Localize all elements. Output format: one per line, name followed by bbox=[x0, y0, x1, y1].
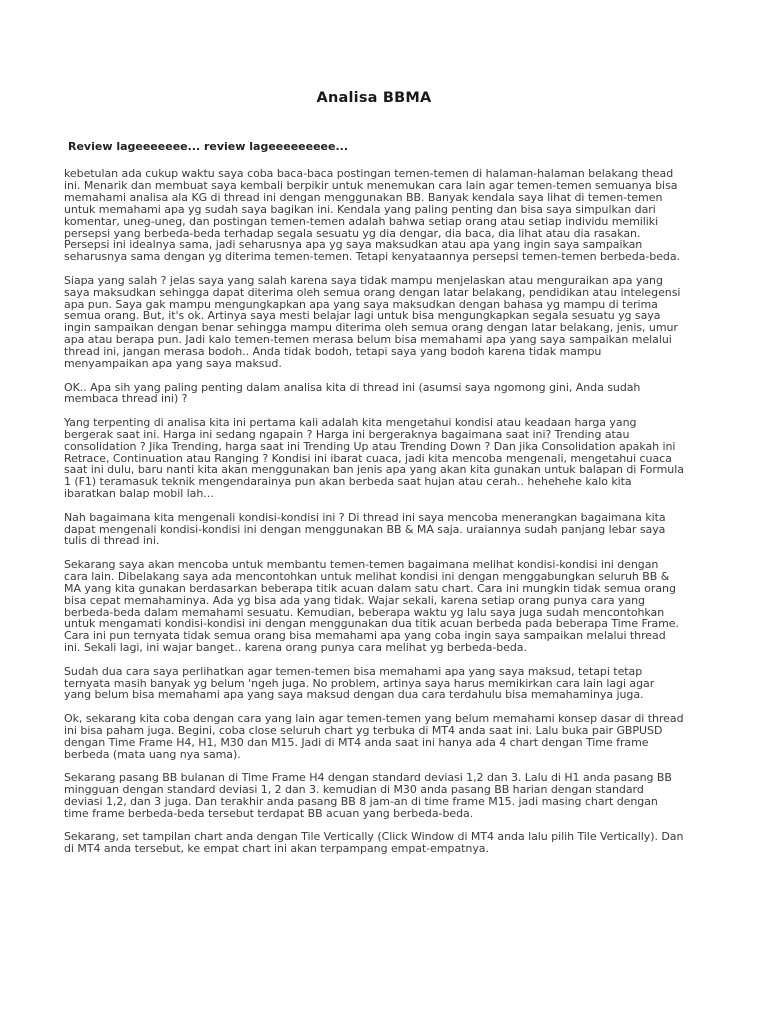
subtitle: Review lageeeeeee... review lageeeeeeeee... bbox=[68, 140, 349, 153]
paragraph: Sekarang, set tampilan chart anda dengan Tile Vertically (Click Window di MT4 anda lalu pilih Tile Vertically). Dan di MT4 anda tersebut, ke empat chart ini akan terpampang empat-empatnya. bbox=[64, 830, 684, 855]
paragraph: kebetulan ada cukup waktu saya coba baca-baca postingan temen-temen di halaman-halaman belakang thead ini. Menarik dan membuat saya kembali berpikir untuk menemukan cara lain agar temen-temen semuanya bisa memahami analisa ala KG di thread ini dengan menggunakan BB. Banyak kendala saya lihat di temen-temen untuk memahami apa yg sudah saya bagikan ini. Kendala yang paling penting dan bisa saya simpulkan dari komentar, uneg-uneg, dan postingan temen-temen adalah bahwa setiap orang atau setiap individu memiliki persepsi yang berbeda-beda terhadap segala sesuatu yg dia dengar, dia baca, dia lihat atau dia rasakan. Persepsi ini idealnya sama, jadi seharusnya apa yg saya maksudkan atau apa yang ingin saya sampaikan seharusnya sama dengan yg diterima temen-temen. Tetapi kenyataannya persepsi temen-temen berbeda-beda. bbox=[64, 167, 680, 264]
paragraph: Sudah dua cara saya perlihatkan agar temen-temen bisa memahami apa yang saya maksud, tetapi tetap ternyata masih banyak yg belum 'ngeh juga. No problem, artinya saya harus memikirkan cara lain lagi agar yang belum bisa memahami apa yang saya maksud dengan dua cara terdahulu bisa memahaminya juga. bbox=[64, 664, 655, 702]
paragraph: Sekarang saya akan mencoba untuk membantu temen-temen bagaimana melihat kondisi-kondisi ini dengan cara lain. Dibelakang saya ada mencontohkan untuk melihat kondisi ini dengan menggabungkan seluruh BB & MA yang kita gunakan berdasarkan beberapa titik acuan dalam satu chart. Cara ini mungkin tidak semua orang bisa cepat memahaminya. Ada yg bisa ada yang tidak. Wajar sekali, karena setiap orang punya cara yang berbeda-beda dalam memahami sesuatu. Kemudian, beberapa waktu yg lalu saya juga sudah mencontohkan untuk mengamati kondisi-kondisi ini dengan menggunakan dua titik acuan berbeda pada beberapa Time Frame. Cara ini pun ternyata tidak semua orang bisa memahami apa yang coba ingin saya sampaikan melalui thread ini. Sekali lagi, ini wajar banget.. karena orang punya cara melihat yg berbeda-beda. bbox=[64, 557, 679, 655]
paragraph: Sekarang pasang BB bulanan di Time Frame H4 dengan standard deviasi 1,2 dan 3. Lalu di H1 anda pasang BB mingguan dengan standard deviasi 1, 2 dan 3. kemudian di M30 anda pasang BB harian dengan standard deviasi 1,2, dan 3 juga. Dan terakhir anda pasang BB 8 jam-an di time frame M15. jadi masing chart dengan time frame berbeda-beda tersebut terdapat BB acuan yang berbeda-beda. bbox=[64, 770, 672, 820]
paragraph: OK.. Apa sih yang paling penting dalam analisa kita di thread ini (asumsi saya ngomong gini, Anda sudah membaca thread ini) ? bbox=[64, 380, 641, 406]
paragraph: Yang terpenting di analisa kita ini pertama kali adalah kita mengetahui kondisi atau keadaan harga yang bergerak saat ini. Harga ini sedang ngapain ? Harga ini bergeraknya bagaimana saat ini? Trending atau consolidation ? Jika Trending, harga saat ini Trending Up atau Trending Down ? Dan jika Consolidation apakah ini Retrace, Continuation atau Ranging ? Kondisi ini ibarat cuaca, jadi kita mencoba mengenali, mengetahui cuaca saat ini dulu, baru nanti kita akan menggunakan ban jenis apa yang akan kita gunakan untuk balapan di Formula 1 (F1) teramasuk teknik mengendarainya pun akan berbeda saat hujan atau cerah.. hehehehe kalo kita ibaratkan balap mobil lah... bbox=[64, 415, 684, 501]
paragraph: Nah bagaimana kita mengenali kondisi-kondisi ini ? Di thread ini saya mencoba menerangkan bagaimana kita dapat mengenali kondisi-kondisi ini dengan menggunakan BB & MA saja. uraiannya sudah panjang lebar saya tulis di thread ini. bbox=[64, 510, 666, 548]
document-page bbox=[64, 90, 684, 866]
paragraph: Siapa yang salah ? jelas saya yang salah karena saya tidak mampu menjelaskan atau menguraikan apa yang saya maksudkan sehingga dapat diterima oleh semua orang dengan latar belakang, pendidikan atau intelegensi apa pun. Saya gak mampu mengungkapkan apa yang saya maksudkan dengan bahasa yg mampu di terima semua orang. But, it's ok. Artinya saya mesti belajar lagi untuk bisa mengungkapkan segala sesuatu yg saya ingin sampaikan dengan benar sehingga mampu diterima oleh semua orang dengan latar belakang, jenis, umur apa atau berapa pun. Jadi kalo temen-temen merasa belum bisa memahami apa yang saya sampaikan melalui thread ini, jangan merasa bodoh.. Anda tidak bodoh, tetapi saya yang bodoh karena tidak mampu menyampaikan apa yang saya maksud. bbox=[64, 273, 681, 371]
page-title: Analisa BBMA bbox=[316, 90, 432, 106]
paragraph: Ok, sekarang kita coba dengan cara yang lain agar temen-temen yang belum memahami konsep dasar di thread ini bisa paham juga. Begini, coba close seluruh chart yg terbuka di MT4 anda saat ini. Lalu buka pair GBPUSD dengan Time Frame H4, H1, M30 dan M15. Jadi di MT4 anda saat ini hanya ada 4 chart dengan Time frame berbeda (mata uang nya sama). bbox=[64, 711, 684, 761]
